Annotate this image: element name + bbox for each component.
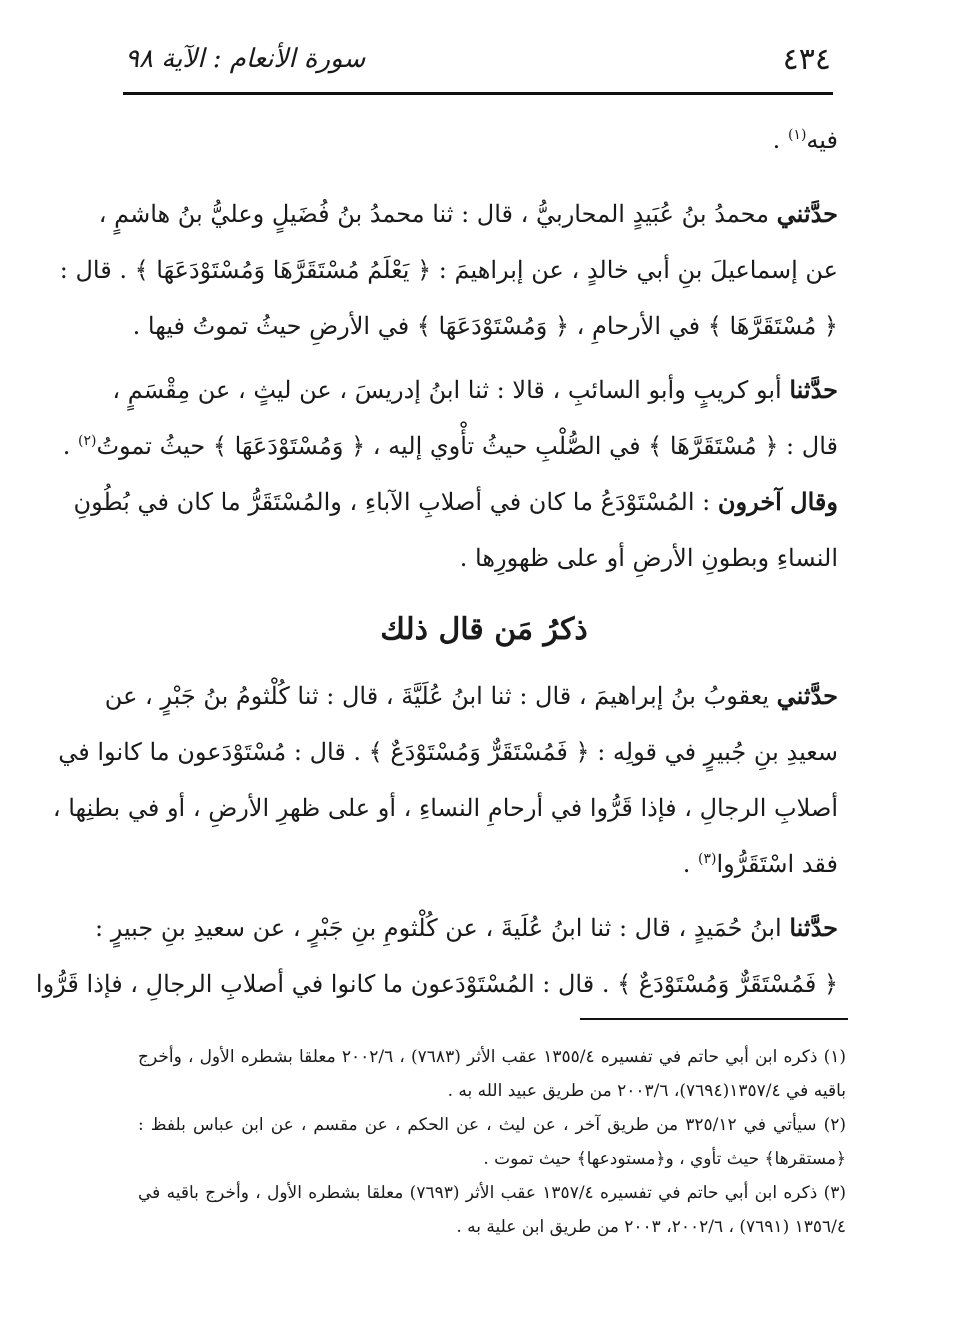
text-span: . <box>772 126 788 154</box>
running-title: سورة الأنعام : الآية ٩٨ <box>125 44 366 74</box>
footnote-line: (٢) سيأتي في ٣٢٥/١٢ من طريق آخر ، عن ليث ، عن الحكم ، عن مقسم ، عن ابن عباس بلفظ : <box>138 1115 846 1135</box>
footnote-line: ١٣٥٦/٤ (٧٦٩١) ، ٢٠٠٢/٦، ٢٠٠٣ من طريق ابن علية به . <box>456 1217 846 1237</box>
text-line: ﴿ فَمُسْتَقَرٌّ وَمُسْتَوْدَعٌ ﴾ . قال : المُسْتَوْدَعون ما كانوا في أصلابِ الرجالِ ، فإذا قَرُّوا <box>35 970 838 998</box>
footnote-ref: (٢) <box>77 433 97 449</box>
text-span: فقد اسْتَقَرُّوا <box>716 850 838 878</box>
text-span: فيه <box>806 126 838 154</box>
footnote-line: ﴿مستقرها﴾ حيث تأوي ، و﴿مستودعها﴾ حيث تموت . <box>483 1149 846 1169</box>
text-line: النساءِ وبطونِ الأرضِ أو على ظهورِها . <box>459 544 838 572</box>
footnote-line: (٣) ذكره ابن أبي حاتم في تفسيره ١٣٥٧/٤ عقب الأثر (٧٦٩٣) معلقا بشطره الأول ، وأخرج باقيه في <box>138 1183 846 1203</box>
text-span: . <box>62 432 78 460</box>
text-line: ﴿ مُسْتَقَرَّهَا ﴾ في الأرحامِ ، ﴿ وَمُسْتَوْدَعَهَا ﴾ في الأرضِ حيثُ تموتُ فيها . <box>132 312 838 340</box>
text-line: عن إسماعيلَ بنِ أبي خالدٍ ، عن إبراهيمَ : ﴿ يَعْلَمُ مُسْتَقَرَّهَا وَمُسْتَوْدَعَهَا ﴾ . قال : <box>59 256 838 284</box>
text-line <box>62 418 838 474</box>
narration-keyword: حدَّثني <box>776 199 838 228</box>
text-span: . <box>682 850 699 878</box>
main-text <box>35 112 838 1012</box>
text-line: أصلابِ الرجالِ ، فإذا قَرُّوا في أرحامِ النساءِ ، أو على ظهرِ الأرضِ ، أو في بطنِها ، <box>52 794 838 822</box>
text-line <box>73 474 838 530</box>
footnotes <box>138 1040 846 1244</box>
text-span: ابنُ حُمَيدٍ ، قال : ثنا ابنُ عُلَيةَ ، عن كُلْثومِ بنِ جَبْرٍ ، عن سعيدِ بنِ جبيرٍ : <box>94 914 790 942</box>
text-span: أبو كريبٍ وأبو السائبِ ، قالا : ثنا ابنُ إدريسَ ، عن ليثٍ ، عن مِقْسَمٍ ، <box>112 376 790 404</box>
header-rule <box>123 92 833 95</box>
narration-keyword: حدَّثني <box>776 681 838 710</box>
narration-keyword: وقال آخرون <box>717 487 838 516</box>
text-span: محمدُ بنُ عُبَيدٍ المحاربيُّ ، قال : ثنا محمدُ بنُ فُضَيلٍ وعليُّ بنُ هاشمٍ ، <box>98 200 777 228</box>
text-span: : المُسْتَوْدَعُ ما كان في أصلابِ الآباءِ ، والمُسْتَقَرُّ ما كان في بُطُونِ <box>73 488 718 516</box>
running-header <box>125 30 831 88</box>
text-line: سعيدِ بنِ جُبيرٍ في قولِه : ﴿ فَمُسْتَقَرٌّ وَمُسْتَوْدَعٌ ﴾ . قال : مُسْتَوْدَعون ما كانوا في <box>58 738 838 766</box>
section-heading: ذكرُ مَن قال ذلك <box>380 612 588 647</box>
footnote-ref: (١) <box>787 127 807 143</box>
text-line <box>98 186 838 242</box>
narration-keyword: حدَّثنا <box>789 375 838 404</box>
text-line <box>94 900 838 956</box>
footnote-ref: (٣) <box>698 851 717 867</box>
page-number: ٤٣٤ <box>782 41 831 77</box>
text-line <box>130 836 838 892</box>
narration-keyword: حدَّثنا <box>789 913 838 942</box>
text-line <box>130 112 838 168</box>
text-span: يعقوبُ بنُ إبراهيمَ ، قال : ثنا ابنُ عُلَيَّةَ ، قال : ثنا كُلْثومُ بنُ جَبْرٍ ، عن <box>104 682 777 710</box>
footnote-line: باقيه في ١٣٥٧/٤(٧٦٩٤)، ٢٠٠٣/٦ من طريق عبيد الله به . <box>447 1081 846 1101</box>
footnote-rule <box>580 1018 848 1020</box>
footnote-line: (١) ذكره ابن أبي حاتم في تفسيره ١٣٥٥/٤ عقب الأثر (٧٦٨٣) ، ٢٠٠٢/٦ معلقا بشطره الأول ، وأخرج <box>138 1047 847 1067</box>
text-line <box>112 362 838 418</box>
text-span: قال : ﴿ مُسْتَقَرَّهَا ﴾ في الصُّلْبِ حيثُ تأْوي إليه ، ﴿ وَمُسْتَوْدَعَهَا ﴾ حيثُ تموتُ <box>96 432 838 460</box>
text-line <box>104 668 838 724</box>
